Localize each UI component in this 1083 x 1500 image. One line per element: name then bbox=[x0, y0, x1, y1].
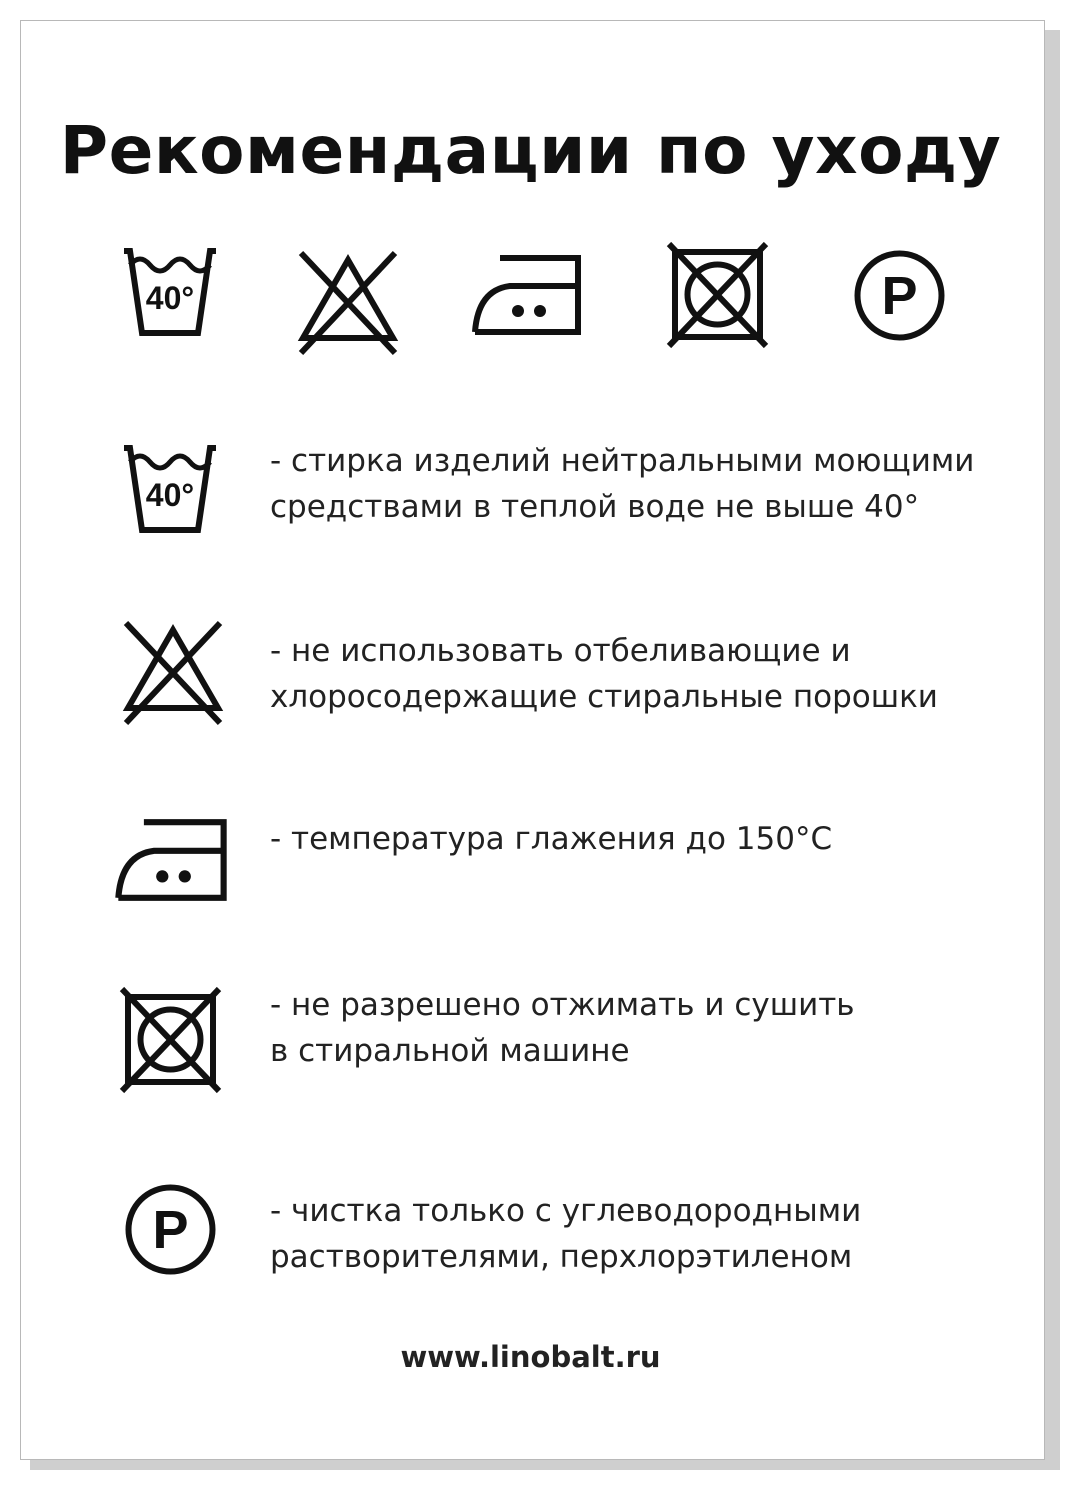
website-url: www.linobalt.ru bbox=[400, 1340, 661, 1374]
instruction-line: - чистка только с углеводородными bbox=[270, 1193, 862, 1229]
instruction-line: - не использовать отбеливающие и bbox=[270, 633, 851, 669]
no-tumble-dry-icon bbox=[665, 240, 770, 350]
instruction-no-bleach bbox=[270, 628, 990, 720]
instruction-line: хлоросодержащие стиральные порошки bbox=[270, 679, 938, 715]
page-title: Рекомендации по уходу bbox=[59, 112, 1002, 189]
dry-clean-p-icon bbox=[123, 1182, 218, 1277]
no-bleach-icon bbox=[293, 248, 403, 358]
wash-40-icon bbox=[120, 243, 220, 338]
instruction-line: - температура глажения до 150°С bbox=[270, 821, 833, 857]
instruction-line: растворителями, перхлорэтиленом bbox=[270, 1239, 853, 1275]
instruction-no-tumble-dry bbox=[270, 982, 990, 1074]
instruction-line: в стиральной машине bbox=[270, 1033, 630, 1069]
instruction-line: средствами в теплой воде не выше 40° bbox=[270, 489, 920, 525]
no-tumble-dry-icon bbox=[118, 985, 223, 1095]
instruction-dry-clean bbox=[270, 1188, 990, 1280]
instruction-wash bbox=[270, 438, 990, 530]
iron-two-dots-icon bbox=[113, 812, 231, 904]
dry-clean-p-icon bbox=[852, 248, 947, 343]
instruction-line: - стирка изделий нейтральными моющими bbox=[270, 443, 975, 479]
svg-text:P: P bbox=[152, 1200, 189, 1260]
svg-text:40°: 40° bbox=[145, 477, 195, 513]
svg-text:40°: 40° bbox=[145, 280, 195, 316]
no-bleach-icon bbox=[118, 618, 228, 728]
wash-40-icon bbox=[120, 440, 220, 535]
instruction-line: - не разрешено отжимать и сушить bbox=[270, 987, 855, 1023]
svg-text:P: P bbox=[881, 266, 918, 326]
iron-two-dots-icon bbox=[470, 248, 585, 338]
instruction-iron bbox=[270, 816, 990, 862]
